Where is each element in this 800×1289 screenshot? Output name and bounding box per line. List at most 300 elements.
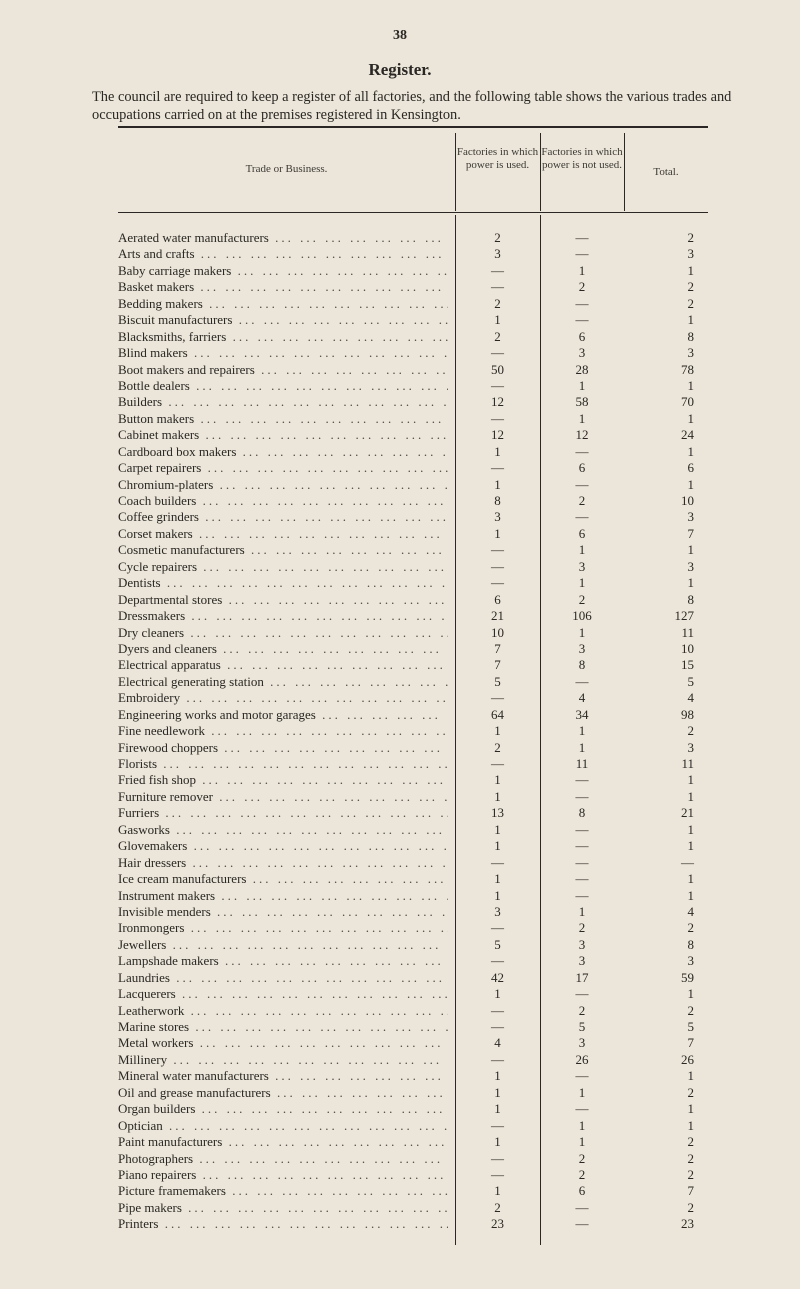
count-power-used: 7 [494,657,501,673]
count-power-used: 23 [491,1216,504,1232]
count-power-not-used: 34 [575,706,589,722]
table-row [0,871,800,887]
count-power-not-used: 6 [578,1183,586,1199]
table-row [0,625,800,641]
count-power-used: 12 [491,427,504,443]
trade-name: Millinery ... . [118,1052,448,1068]
count-power-not-used: 11 [575,756,589,771]
count-power-used: 1 [494,838,501,854]
table-row [0,1019,800,1035]
count-power-not-used: — [575,246,589,262]
count-power-not-used: 6 [578,525,586,541]
column-header-trade: Trade or Business. [245,163,328,175]
count-power-used: 6 [494,591,501,607]
trade-name: Dressmakers ... . [118,608,448,624]
count-total: 7 [687,1183,694,1199]
count-total: 11 [681,756,694,771]
count-total: 4 [687,903,694,919]
table-row [0,789,800,805]
count-power-used: 1 [494,788,501,804]
trade-name: Bottle dealers ... . [118,378,448,394]
count-power-not-used: 1 [578,1084,586,1100]
table-row [0,378,800,394]
trade-name: Basket makers ... . [118,279,448,295]
count-power-used: 1 [494,312,501,328]
table-row [0,263,800,279]
trade-name: Furniture remover ... . [118,789,448,805]
column-divider [540,133,541,211]
trade-name: Ice cream manufacturers ... . [118,871,448,887]
table-row [0,674,800,690]
count-power-used: 5 [494,936,501,952]
count-total: 6 [687,460,694,476]
count-power-used: 1 [494,443,501,459]
table-row [0,411,800,427]
count-power-not-used: 3 [578,953,586,969]
trade-name: Arts and crafts ... . [118,246,448,262]
count-power-used: 12 [491,394,504,410]
count-power-not-used: — [575,443,589,459]
count-power-used: 42 [491,969,504,985]
count-power-used: 7 [494,640,501,656]
table-row [0,592,800,608]
count-power-used: 3 [494,246,501,262]
count-power-not-used: — [575,1101,589,1117]
count-power-not-used: — [575,788,589,804]
count-total: 1 [687,986,694,1002]
count-total: 11 [681,624,694,640]
trade-name: Piano repairers ... . [118,1167,448,1183]
trade-name: Engineering works and motor garages ... . [118,707,448,723]
trade-name: Leatherwork ... . [118,1003,448,1019]
table-row [0,657,800,673]
count-power-used: — [491,279,504,295]
count-power-used: — [491,460,504,476]
trade-name: Boot makers and repairers ... . [118,362,448,378]
count-power-not-used: — [575,476,589,492]
count-power-not-used: 8 [578,657,586,673]
table-row [0,1216,800,1232]
table-row [0,1068,800,1084]
trade-name: Paint manufacturers ... . [118,1134,448,1150]
count-total: 2 [687,1199,694,1215]
count-total: 2 [687,295,694,311]
table-row [0,855,800,871]
count-power-not-used: 1 [578,542,586,558]
count-power-not-used: 26 [575,1051,589,1067]
column-divider [455,133,456,211]
count-power-used: — [491,542,504,558]
table-row [0,920,800,936]
count-power-used: — [491,854,504,870]
trade-name: Biscuit manufacturers ... . [118,312,448,328]
table-row [0,970,800,986]
count-power-used: 3 [494,509,501,525]
count-power-used: 1 [494,821,501,837]
count-total: 7 [687,1035,694,1051]
count-total: 8 [687,936,694,952]
count-total: 8 [687,328,694,344]
table-row [0,772,800,788]
table-row [0,246,800,262]
table-row [0,362,800,378]
count-total: 3 [687,246,694,262]
table-row [0,805,800,821]
table-row [0,509,800,525]
trade-name: Blacksmiths, farriers ... . [118,329,448,345]
table-row [0,707,800,723]
count-power-used: — [491,558,504,574]
count-total: 70 [681,394,694,410]
count-power-used: 1 [494,871,501,887]
trade-name: Corset makers ... . [118,526,448,542]
trade-name: Gasworks ... . [118,822,448,838]
count-total: 1 [687,1117,694,1133]
count-power-used: — [491,262,504,278]
count-total: 3 [687,558,694,574]
count-power-not-used: — [575,230,589,245]
table-row [0,1151,800,1167]
table-row [0,312,800,328]
count-power-used: 1 [494,986,501,1002]
table-row [0,1003,800,1019]
trade-name: Bedding makers ... . [118,296,448,312]
count-power-not-used: 3 [578,1035,586,1051]
header-bottom-rule [118,212,708,213]
trade-name: Firewood choppers ... . [118,740,448,756]
count-total: 1 [687,887,694,903]
trade-name: Cosmetic manufacturers ... . [118,542,448,558]
count-total: 2 [687,1134,694,1150]
count-power-used: — [491,1150,504,1166]
count-power-used: 1 [494,1183,501,1199]
count-total: 23 [681,1216,694,1232]
trade-name: Metal workers ... . [118,1035,448,1051]
count-power-used: — [491,690,504,706]
count-total: 1 [687,542,694,558]
count-total: 1 [687,1101,694,1117]
column-header-power-used: Factories in which power is used. [456,146,539,171]
count-power-used: 1 [494,772,501,788]
table-row [0,1035,800,1051]
count-total: 4 [687,690,694,706]
count-power-not-used: 2 [578,493,586,508]
trade-name: Laundries ... . [118,970,448,986]
count-total: 1 [687,1068,694,1084]
count-power-not-used: 6 [578,328,586,344]
count-power-not-used: 106 [572,608,592,624]
count-power-not-used: 1 [578,1134,586,1150]
count-total: 1 [687,443,694,459]
count-power-used: 21 [491,608,504,624]
table-row [0,937,800,953]
count-power-not-used: 2 [578,920,586,936]
trade-name: Button makers ... . [118,411,448,427]
count-power-not-used: — [575,887,589,903]
table-row [0,756,800,772]
count-total: 10 [681,493,694,508]
count-power-used: — [491,1166,504,1182]
table-row [0,477,800,493]
trade-name: Cycle repairers ... . [118,559,448,575]
table-body [0,230,800,1233]
count-total: 1 [687,838,694,854]
count-total: 15 [681,657,694,673]
count-power-not-used: 2 [578,591,586,607]
count-power-not-used: 3 [578,558,586,574]
count-power-not-used: 8 [578,805,586,821]
trade-name: Cabinet makers ... . [118,427,448,443]
count-power-used: 1 [494,1134,501,1150]
trade-name: Printers ... . [118,1216,448,1232]
count-power-used: — [491,575,504,591]
count-total: 2 [687,1150,694,1166]
trade-name: Instrument makers ... . [118,888,448,904]
table-row [0,888,800,904]
column-header-power-not-used: Factories in which power is not used. [541,146,623,171]
count-total: 3 [687,739,694,755]
count-total: 1 [687,312,694,328]
count-power-used: — [491,410,504,426]
trade-name: Embroidery ... . [118,690,448,706]
count-power-used: 1 [494,1084,501,1100]
table-row [0,1200,800,1216]
count-power-used: 1 [494,476,501,492]
count-power-not-used: 1 [578,410,586,426]
trade-name: Hair dressers ... . [118,855,448,871]
count-total: 1 [687,871,694,887]
count-power-used: 2 [494,1199,501,1215]
count-power-used: 13 [491,805,504,821]
count-total: 2 [687,723,694,739]
table-row [0,1183,800,1199]
trade-name: Photographers ... . [118,1151,448,1167]
count-total: 78 [681,361,694,377]
count-power-used: — [491,1117,504,1133]
table-row [0,559,800,575]
trade-name: Dentists ... . [118,575,448,591]
table-row [0,460,800,476]
count-total: — [681,854,694,870]
table-row [0,904,800,920]
count-power-used: 5 [494,673,501,689]
count-power-used: — [491,953,504,969]
count-power-not-used: 12 [575,427,589,443]
count-total: 1 [687,476,694,492]
count-power-not-used: — [575,772,589,788]
count-power-used: 2 [494,739,501,755]
table-row [0,1085,800,1101]
count-power-used: 1 [494,1101,501,1117]
trade-name: Aerated water manufacturers ... . [118,230,448,246]
table-row [0,329,800,345]
count-power-not-used: — [575,509,589,525]
count-power-not-used: — [575,1199,589,1215]
count-power-not-used: — [575,673,589,689]
count-power-used: 1 [494,723,501,739]
count-total: 2 [687,920,694,936]
table-row [0,723,800,739]
count-power-used: 64 [491,706,504,722]
count-total: 2 [687,1002,694,1018]
count-power-not-used: 1 [578,739,586,755]
count-power-not-used: 1 [578,624,586,640]
trade-name: Electrical generating station ... . [118,674,448,690]
intro-paragraph: The council are required to keep a register of all factories, and the following table shows the various trades and occupations carried on at the premises registered in Kensington. [92,89,732,123]
table-top-rule [118,126,708,128]
page-number: 38 [393,28,407,43]
count-total: 1 [687,821,694,837]
trade-name: Dyers and cleaners ... . [118,641,448,657]
count-power-not-used: 1 [578,377,586,393]
column-header-total: Total. [653,166,679,178]
table-row [0,986,800,1002]
count-total: 8 [687,591,694,607]
count-total: 21 [681,805,694,821]
count-power-not-used: — [575,838,589,854]
count-total: 3 [687,509,694,525]
table-row [0,1052,800,1068]
trade-name: Florists ... . [118,756,448,772]
trade-name: Baby carriage makers ... . [118,263,448,279]
table-row [0,279,800,295]
trade-name: Fried fish shop ... . [118,772,448,788]
trade-name: Optician ... . [118,1118,448,1134]
count-total: 3 [687,953,694,969]
count-power-not-used: — [575,986,589,1002]
table-row [0,493,800,509]
table-row [0,690,800,706]
count-power-used: 2 [494,328,501,344]
trade-name: Jewellers ... . [118,937,448,953]
table-row [0,542,800,558]
count-power-used: 1 [494,887,501,903]
count-power-not-used: 3 [578,640,586,656]
count-total: 3 [687,345,694,361]
count-power-not-used: 58 [575,394,589,410]
table-row [0,427,800,443]
count-power-used: 8 [494,493,501,508]
count-total: 1 [687,377,694,393]
count-power-used: 1 [494,1068,501,1084]
count-power-not-used: 1 [578,723,586,739]
count-total: 2 [687,279,694,295]
count-power-used: 1 [494,525,501,541]
count-power-not-used: 2 [578,1166,586,1182]
table-row [0,230,800,246]
trade-name: Pipe makers ... . [118,1200,448,1216]
count-total: 5 [687,673,694,689]
count-total: 7 [687,525,694,541]
count-power-not-used: 1 [578,903,586,919]
table-row [0,822,800,838]
count-total: 127 [674,608,694,624]
table-row [0,641,800,657]
count-total: 26 [681,1051,694,1067]
count-total: 1 [687,788,694,804]
count-total: 1 [687,262,694,278]
trade-name: Marine stores ... . [118,1019,448,1035]
count-power-used: — [491,345,504,361]
count-power-used: — [491,377,504,393]
count-power-used: 2 [494,230,501,245]
table-row [0,444,800,460]
count-total: 2 [687,1166,694,1182]
count-total: 1 [687,575,694,591]
count-total: 1 [687,410,694,426]
count-power-not-used: 1 [578,1117,586,1133]
count-power-used: — [491,1051,504,1067]
trade-name: Furriers ... . [118,805,448,821]
page-heading: Register. [368,60,432,79]
count-power-used: — [491,920,504,936]
count-power-not-used: — [575,871,589,887]
count-power-not-used: — [575,854,589,870]
trade-name: Picture framemakers ... . [118,1183,448,1199]
count-power-used: 10 [491,624,504,640]
count-power-not-used: — [575,821,589,837]
trade-name: Chromium-platers ... . [118,477,448,493]
trade-name: Mineral water manufacturers ... . [118,1068,448,1084]
count-power-not-used: — [575,312,589,328]
table-row [0,526,800,542]
trade-name: Electrical apparatus ... . [118,657,448,673]
count-total: 98 [681,706,694,722]
count-total: 24 [681,427,694,443]
count-power-used: — [491,1002,504,1018]
count-power-used: 4 [494,1035,501,1051]
trade-name: Oil and grease manufacturers ... . [118,1085,448,1101]
trade-name: Glovemakers ... . [118,838,448,854]
count-power-not-used: — [575,295,589,311]
trade-name: Invisible menders ... . [118,904,448,920]
table-row [0,394,800,410]
trade-name: Coach builders ... . [118,493,448,509]
table-row [0,608,800,624]
trade-name: Lampshade makers ... . [118,953,448,969]
count-total: 5 [687,1019,694,1034]
count-power-used: 3 [494,903,501,919]
table-row [0,296,800,312]
trade-name: Departmental stores ... . [118,592,448,608]
trade-name: Blind makers ... . [118,345,448,361]
trade-name: Dry cleaners ... . [118,625,448,641]
trade-name: Fine needlework ... . [118,723,448,739]
count-total: 59 [681,969,694,985]
count-power-not-used: 2 [578,279,586,295]
table-row [0,1101,800,1117]
count-power-used: 50 [491,361,504,377]
table-row [0,1118,800,1134]
count-power-not-used: 1 [578,575,586,591]
trade-name: Lacquerers ... . [118,986,448,1002]
count-power-used: 2 [494,295,501,311]
table-row [0,1134,800,1150]
table-row [0,345,800,361]
trade-name: Cardboard box makers ... . [118,444,448,460]
count-power-not-used: 5 [578,1019,586,1034]
count-total: 2 [687,1084,694,1100]
count-power-not-used: 2 [578,1150,586,1166]
count-power-used: — [491,756,504,771]
count-power-not-used: 4 [578,690,586,706]
count-power-not-used: 3 [578,936,586,952]
table-row [0,1167,800,1183]
column-divider [624,133,625,211]
trade-name: Ironmongers ... . [118,920,448,936]
table-row [0,953,800,969]
trade-name: Builders ... . [118,394,448,410]
